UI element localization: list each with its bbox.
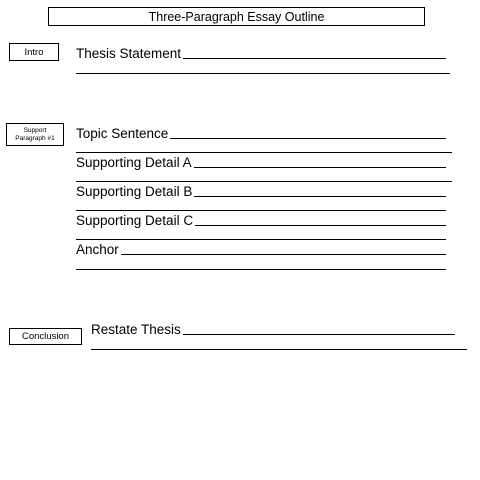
support-tag-line1: Support [23, 126, 47, 134]
thesis-statement-label: Thesis Statement [76, 46, 182, 61]
restate-thesis-field[interactable] [91, 322, 455, 338]
thesis-statement-line-2[interactable] [76, 73, 450, 74]
anchor-blank[interactable] [121, 254, 446, 255]
anchor-line-2[interactable] [76, 269, 446, 270]
anchor-field[interactable] [76, 242, 446, 258]
supporting-detail-b-line-2[interactable] [76, 210, 446, 211]
supporting-detail-a-blank[interactable] [194, 167, 446, 168]
supporting-detail-a-label: Supporting Detail A [76, 155, 192, 170]
thesis-statement-blank[interactable] [183, 58, 446, 59]
supporting-detail-c-line-2[interactable] [76, 239, 446, 240]
topic-sentence-blank[interactable] [170, 138, 446, 139]
intro-tag: Intro [9, 43, 59, 61]
outline-title: Three-Paragraph Essay Outline [48, 7, 425, 26]
support-tag-line2: Paragraph #1 [15, 134, 55, 142]
thesis-statement-field[interactable] [76, 46, 446, 62]
support-paragraph-tag [6, 123, 64, 146]
restate-thesis-blank[interactable] [183, 334, 455, 335]
restate-thesis-label: Restate Thesis [91, 322, 181, 337]
supporting-detail-b-field[interactable] [76, 184, 446, 200]
supporting-detail-c-field[interactable] [76, 213, 446, 229]
supporting-detail-a-field[interactable] [76, 155, 446, 171]
supporting-detail-a-line-2[interactable] [76, 181, 452, 182]
supporting-detail-c-label: Supporting Detail C [76, 213, 194, 228]
supporting-detail-b-label: Supporting Detail B [76, 184, 193, 199]
supporting-detail-b-blank[interactable] [194, 196, 446, 197]
restate-thesis-line-2[interactable] [91, 349, 467, 350]
topic-sentence-field[interactable] [76, 126, 446, 142]
conclusion-tag: Conclusion [9, 328, 82, 345]
topic-sentence-label: Topic Sentence [76, 126, 169, 141]
supporting-detail-c-blank[interactable] [195, 225, 446, 226]
anchor-label: Anchor [76, 242, 119, 257]
topic-sentence-line-2[interactable] [76, 152, 452, 153]
